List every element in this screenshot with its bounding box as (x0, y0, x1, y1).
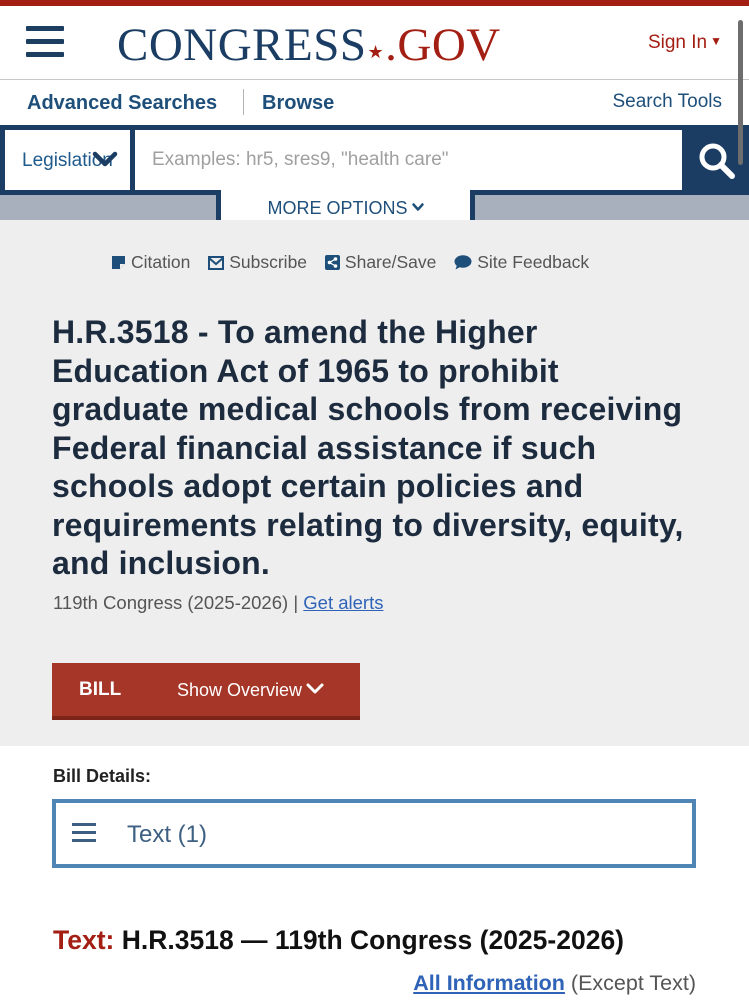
text-section-prefix: Text: (53, 925, 115, 955)
bill-details-label: Bill Details: (53, 766, 152, 786)
share-save-button[interactable] (325, 252, 436, 273)
citation-icon (111, 255, 126, 270)
site-feedback-label: Site Feedback (477, 252, 590, 272)
sign-in-label: Sign In (647, 32, 708, 53)
more-options-label: MORE OPTIONS (267, 198, 408, 218)
search-tools-link[interactable]: Search Tools (612, 91, 722, 112)
text-section-heading (53, 925, 624, 956)
envelope-icon (208, 256, 224, 270)
share-icon (325, 255, 340, 270)
bill-summary-panel (0, 220, 749, 746)
logo-star-icon: ★ (367, 42, 385, 62)
congress-gov-logo[interactable] (117, 16, 501, 81)
bill-type-label: BILL (79, 679, 122, 700)
speech-bubble-icon (454, 255, 472, 270)
browse-link[interactable]: Browse (262, 92, 335, 114)
chevron-down-icon (412, 196, 424, 217)
logo-text-congress: CONGRESS (117, 19, 367, 71)
menu-icon[interactable] (26, 26, 64, 58)
text-tab-selector[interactable] (52, 799, 696, 868)
subnav-divider (243, 89, 244, 115)
bill-title: H.R.3518 - To amend the Higher Education Act of 1965 to prohibit graduate medical schools from receiving Federal financial assistance if such schools adopt certain policies and requirements relating to diversity, equity, and inclusion. (52, 314, 684, 581)
scrollbar[interactable] (738, 20, 743, 165)
share-save-label: Share/Save (344, 252, 437, 272)
show-overview-button[interactable] (52, 663, 360, 720)
congress-session (53, 592, 383, 614)
congress-session-text: 119th Congress (2025-2026) (53, 592, 289, 613)
show-overview-text: Show Overview (177, 680, 303, 700)
chevron-down-icon (306, 683, 324, 695)
search-icon (698, 142, 736, 180)
sign-in-button[interactable] (648, 32, 722, 54)
collection-select-label: Legislation (22, 150, 113, 171)
bill-actions (111, 252, 602, 276)
sub-navigation (0, 81, 749, 125)
subscribe-label: Subscribe (229, 252, 308, 272)
subscribe-button[interactable] (208, 252, 307, 273)
citation-label: Citation (131, 252, 191, 272)
site-feedback-button[interactable] (454, 252, 589, 273)
logo-text-gov: .GOV (385, 19, 501, 71)
except-text-label: (Except Text) (570, 971, 696, 995)
chevron-down-icon (92, 151, 118, 175)
get-alerts-link[interactable]: Get alerts (303, 592, 384, 613)
citation-button[interactable] (111, 252, 190, 273)
search-bar (0, 125, 749, 195)
show-overview-label (177, 680, 324, 701)
separator: | (293, 592, 299, 613)
search-input[interactable] (135, 130, 682, 190)
list-icon (72, 823, 96, 843)
all-information-link[interactable]: All Information (413, 971, 565, 995)
caret-down-icon: ▼ (710, 34, 722, 48)
collection-select[interactable] (5, 130, 130, 190)
site-header (0, 6, 749, 80)
all-information-row (413, 971, 696, 996)
text-tab-label: Text (1) (127, 821, 208, 848)
advanced-searches-link[interactable]: Advanced Searches (27, 92, 218, 114)
text-section-title: H.R.3518 — 119th Congress (2025-2026) (121, 925, 625, 955)
